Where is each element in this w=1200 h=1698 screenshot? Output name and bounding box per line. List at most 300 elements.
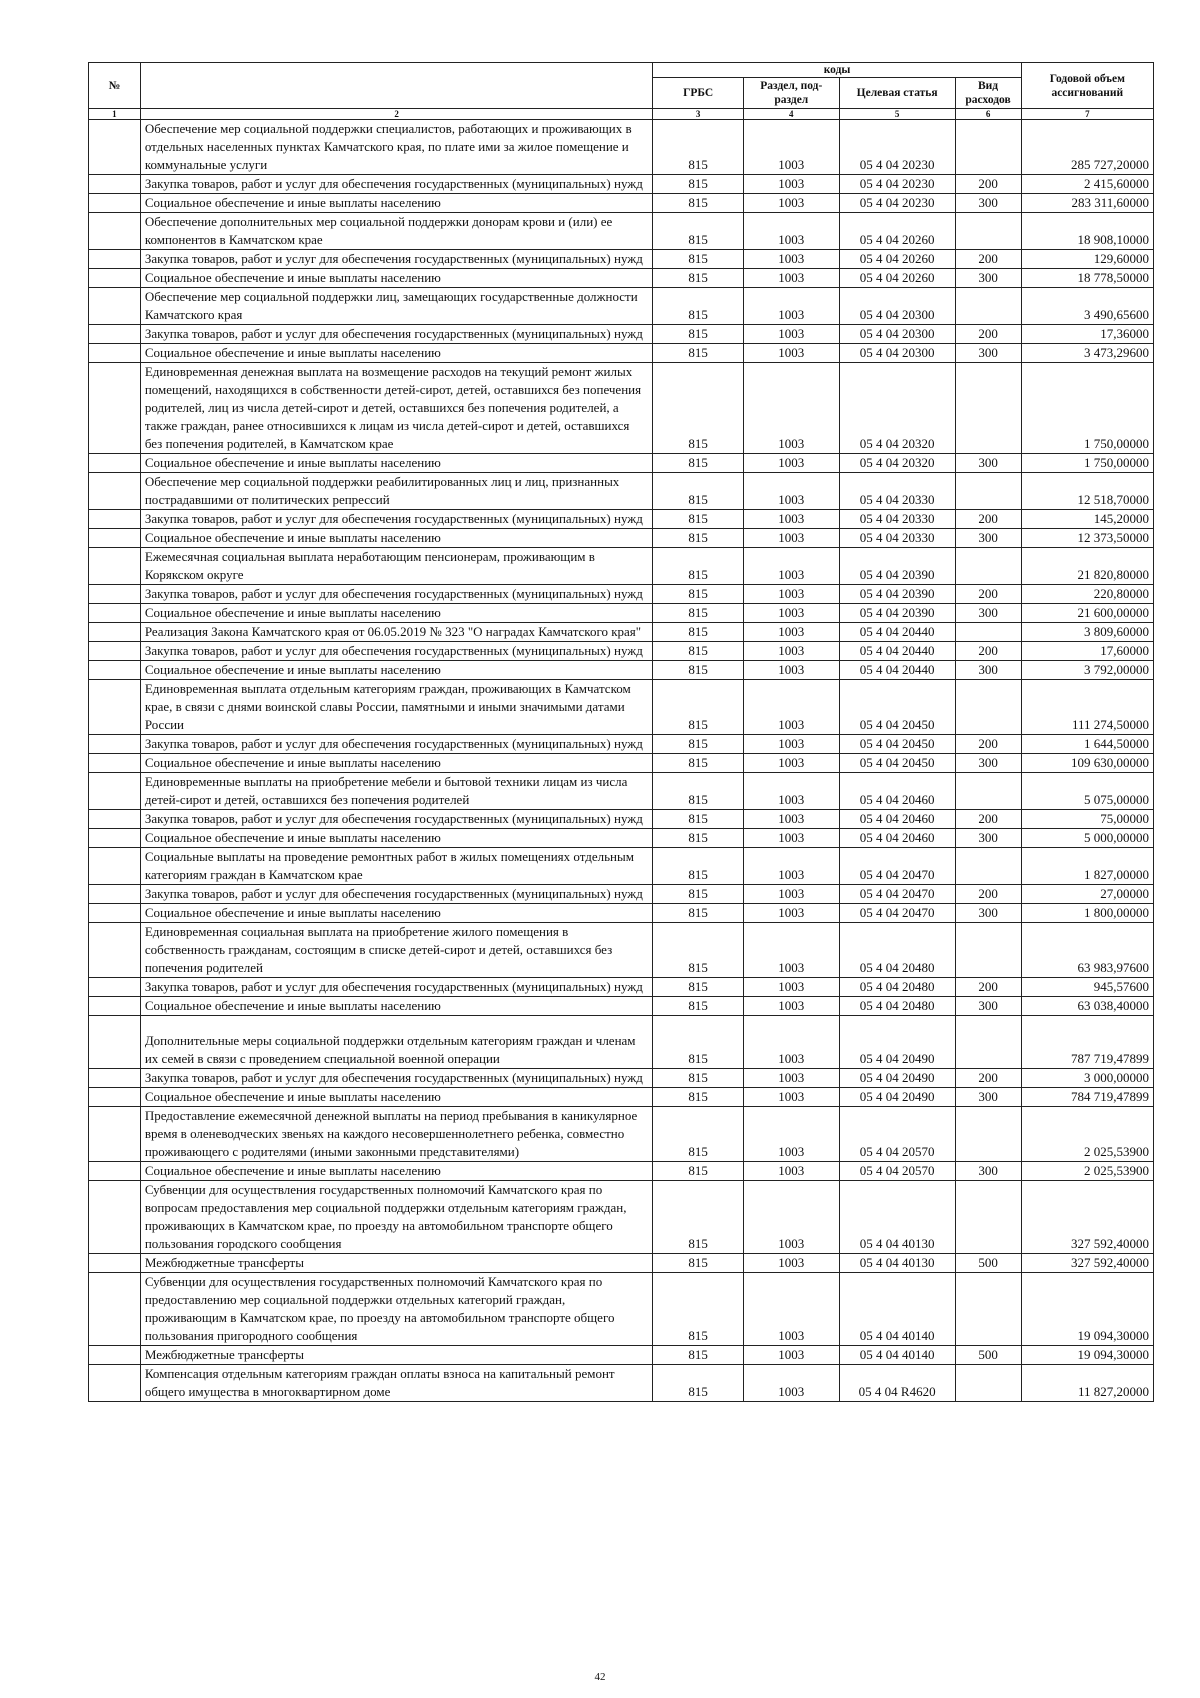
table-row: [89, 848, 1154, 885]
row-number-cell: [89, 473, 141, 510]
header-index: 7: [1021, 109, 1153, 120]
row-target-cell: 05 4 04 20320: [839, 454, 955, 473]
row-kind-cell: 300: [955, 604, 1021, 623]
row-kind-cell: 300: [955, 454, 1021, 473]
row-name-cell: Субвенции для осуществления государственных полномочий Камчатского края по вопросам предоставления мер социальной поддержки отдельным категориям граждан, проживающих в Камчатском крае, по проезду на автомобильном транспорте общего пользования городского сообщения: [140, 1181, 653, 1254]
row-grbs-cell: 815: [653, 680, 743, 735]
row-kind-cell: 300: [955, 904, 1021, 923]
row-kind-cell: [955, 1016, 1021, 1069]
row-grbs-cell: 815: [653, 120, 743, 175]
row-sum-cell: 327 592,40000: [1021, 1254, 1153, 1273]
row-grbs-cell: 815: [653, 904, 743, 923]
row-kind-cell: 300: [955, 344, 1021, 363]
header-index: 6: [955, 109, 1021, 120]
table-row: [89, 585, 1154, 604]
row-kind-cell: 300: [955, 829, 1021, 848]
row-kind-cell: 300: [955, 661, 1021, 680]
row-kind-cell: 500: [955, 1254, 1021, 1273]
row-sum-cell: 3 809,60000: [1021, 623, 1153, 642]
row-target-cell: 05 4 04 20480: [839, 923, 955, 978]
row-grbs-cell: 815: [653, 1016, 743, 1069]
table-row: [89, 325, 1154, 344]
row-section-cell: 1003: [743, 680, 839, 735]
row-section-cell: 1003: [743, 623, 839, 642]
row-kind-cell: 200: [955, 510, 1021, 529]
row-kind-cell: 200: [955, 642, 1021, 661]
row-number-cell: [89, 510, 141, 529]
table-row: [89, 623, 1154, 642]
table-row: [89, 344, 1154, 363]
row-section-cell: 1003: [743, 1088, 839, 1107]
row-section-cell: 1003: [743, 288, 839, 325]
row-kind-cell: 300: [955, 529, 1021, 548]
row-section-cell: 1003: [743, 904, 839, 923]
row-sum-cell: 18 908,10000: [1021, 213, 1153, 250]
header-index: 4: [743, 109, 839, 120]
row-name-cell: Социальное обеспечение и иные выплаты населению: [140, 904, 653, 923]
page-number: 42: [594, 1671, 606, 1683]
row-name-cell: Закупка товаров, работ и услуг для обеспечения государственных (муниципальных) нужд: [140, 810, 653, 829]
row-number-cell: [89, 585, 141, 604]
row-name-cell: Закупка товаров, работ и услуг для обеспечения государственных (муниципальных) нужд: [140, 175, 653, 194]
row-target-cell: 05 4 04 20300: [839, 344, 955, 363]
row-section-cell: 1003: [743, 642, 839, 661]
row-grbs-cell: 815: [653, 885, 743, 904]
row-kind-cell: 200: [955, 885, 1021, 904]
row-section-cell: 1003: [743, 250, 839, 269]
row-name-cell: Закупка товаров, работ и услуг для обеспечения государственных (муниципальных) нужд: [140, 642, 653, 661]
table-body: [89, 120, 1154, 1402]
row-grbs-cell: 815: [653, 1162, 743, 1181]
row-kind-cell: [955, 363, 1021, 454]
row-name-cell: Социальное обеспечение и иные выплаты населению: [140, 604, 653, 623]
table-row: [89, 923, 1154, 978]
table-row: [89, 120, 1154, 175]
row-target-cell: 05 4 04 20490: [839, 1069, 955, 1088]
row-grbs-cell: 815: [653, 269, 743, 288]
row-target-cell: 05 4 04 R4620: [839, 1365, 955, 1402]
row-grbs-cell: 815: [653, 473, 743, 510]
header-codes: коды: [653, 63, 1021, 78]
row-kind-cell: [955, 1273, 1021, 1346]
row-grbs-cell: 815: [653, 585, 743, 604]
row-number-cell: [89, 661, 141, 680]
row-name-cell: Социальное обеспечение и иные выплаты населению: [140, 269, 653, 288]
row-grbs-cell: 815: [653, 829, 743, 848]
table-row: [89, 1162, 1154, 1181]
row-target-cell: 05 4 04 20330: [839, 510, 955, 529]
row-number-cell: [89, 250, 141, 269]
row-number-cell: [89, 1069, 141, 1088]
row-name-cell: Социальное обеспечение и иные выплаты населению: [140, 829, 653, 848]
row-number-cell: [89, 1107, 141, 1162]
table-row: [89, 810, 1154, 829]
table-row: [89, 1254, 1154, 1273]
row-sum-cell: 1 750,00000: [1021, 363, 1153, 454]
budget-allocation-table: [88, 62, 1154, 1402]
row-target-cell: 05 4 04 20480: [839, 997, 955, 1016]
header-index: 1: [89, 109, 141, 120]
table-row: [89, 1107, 1154, 1162]
row-name-cell: Социальное обеспечение и иные выплаты населению: [140, 754, 653, 773]
row-name-cell: Субвенции для осуществления государственных полномочий Камчатского края по предоставлению мер социальной поддержки отдельных категорий граждан, проживающим в Камчатском крае, по проезду на автомобильном транспорте общего пользования пригородного сообщения: [140, 1273, 653, 1346]
row-number-cell: [89, 1254, 141, 1273]
row-target-cell: 05 4 04 20440: [839, 642, 955, 661]
row-sum-cell: 145,20000: [1021, 510, 1153, 529]
row-target-cell: 05 4 04 20490: [839, 1088, 955, 1107]
row-sum-cell: 2 415,60000: [1021, 175, 1153, 194]
row-number-cell: [89, 1273, 141, 1346]
row-number-cell: [89, 1162, 141, 1181]
row-target-cell: 05 4 04 20320: [839, 363, 955, 454]
header-kind: Вид расходов: [955, 78, 1021, 109]
row-grbs-cell: 815: [653, 923, 743, 978]
row-sum-cell: 283 311,60000: [1021, 194, 1153, 213]
row-section-cell: 1003: [743, 325, 839, 344]
row-kind-cell: 200: [955, 1069, 1021, 1088]
row-target-cell: 05 4 04 20450: [839, 754, 955, 773]
row-sum-cell: 129,60000: [1021, 250, 1153, 269]
row-section-cell: 1003: [743, 213, 839, 250]
row-sum-cell: 5 000,00000: [1021, 829, 1153, 848]
row-number-cell: [89, 120, 141, 175]
table-row: [89, 473, 1154, 510]
row-kind-cell: 300: [955, 1162, 1021, 1181]
row-section-cell: 1003: [743, 735, 839, 754]
row-sum-cell: 3 490,65600: [1021, 288, 1153, 325]
table-row: [89, 1088, 1154, 1107]
row-grbs-cell: 815: [653, 213, 743, 250]
row-kind-cell: [955, 923, 1021, 978]
row-name-cell: Социальное обеспечение и иные выплаты населению: [140, 997, 653, 1016]
row-section-cell: 1003: [743, 363, 839, 454]
table-row: [89, 978, 1154, 997]
row-target-cell: 05 4 04 20570: [839, 1162, 955, 1181]
row-grbs-cell: 815: [653, 1181, 743, 1254]
row-section-cell: 1003: [743, 1181, 839, 1254]
table-row: [89, 773, 1154, 810]
row-sum-cell: 5 075,00000: [1021, 773, 1153, 810]
row-target-cell: 05 4 04 20330: [839, 529, 955, 548]
row-name-cell: Закупка товаров, работ и услуг для обеспечения государственных (муниципальных) нужд: [140, 735, 653, 754]
row-sum-cell: 75,00000: [1021, 810, 1153, 829]
table-row: [89, 680, 1154, 735]
row-sum-cell: 787 719,47899: [1021, 1016, 1153, 1069]
header-grbs: ГРБС: [653, 78, 743, 109]
row-section-cell: 1003: [743, 175, 839, 194]
row-grbs-cell: 815: [653, 978, 743, 997]
row-kind-cell: [955, 680, 1021, 735]
table-row: [89, 1365, 1154, 1402]
row-section-cell: 1003: [743, 1107, 839, 1162]
row-number-cell: [89, 175, 141, 194]
row-target-cell: 05 4 04 20230: [839, 175, 955, 194]
row-grbs-cell: 815: [653, 810, 743, 829]
header-volume: Годовой объем ассигнований: [1021, 63, 1153, 109]
row-grbs-cell: 815: [653, 1346, 743, 1365]
row-sum-cell: 2 025,53900: [1021, 1107, 1153, 1162]
row-grbs-cell: 815: [653, 454, 743, 473]
row-target-cell: 05 4 04 20570: [839, 1107, 955, 1162]
row-kind-cell: [955, 623, 1021, 642]
table-row: [89, 642, 1154, 661]
row-number-cell: [89, 344, 141, 363]
row-kind-cell: [955, 548, 1021, 585]
row-grbs-cell: 815: [653, 250, 743, 269]
row-name-cell: Единовременная выплата отдельным категориям граждан, проживающих в Камчатском крае, в связи с днями воинской славы России, памятными и иными значимыми датами России: [140, 680, 653, 735]
row-kind-cell: 300: [955, 194, 1021, 213]
row-sum-cell: 1 827,00000: [1021, 848, 1153, 885]
row-number-cell: [89, 288, 141, 325]
row-sum-cell: 109 630,00000: [1021, 754, 1153, 773]
row-name-cell: Дополнительные меры социальной поддержки отдельным категориям граждан и членам их семей в связи с проведением специальной военной операции: [140, 1016, 653, 1069]
row-number-cell: [89, 548, 141, 585]
row-number-cell: [89, 773, 141, 810]
row-kind-cell: 500: [955, 1346, 1021, 1365]
row-section-cell: 1003: [743, 885, 839, 904]
row-grbs-cell: 815: [653, 623, 743, 642]
row-target-cell: 05 4 04 20230: [839, 120, 955, 175]
row-kind-cell: [955, 213, 1021, 250]
row-name-cell: Закупка товаров, работ и услуг для обеспечения государственных (муниципальных) нужд: [140, 325, 653, 344]
row-grbs-cell: 815: [653, 848, 743, 885]
row-grbs-cell: 815: [653, 344, 743, 363]
row-sum-cell: 327 592,40000: [1021, 1181, 1153, 1254]
row-number-cell: [89, 1016, 141, 1069]
row-number-cell: [89, 269, 141, 288]
row-sum-cell: 1 644,50000: [1021, 735, 1153, 754]
row-sum-cell: 3 792,00000: [1021, 661, 1153, 680]
row-grbs-cell: 815: [653, 529, 743, 548]
table-row: [89, 661, 1154, 680]
table-row: [89, 288, 1154, 325]
row-grbs-cell: 815: [653, 735, 743, 754]
row-kind-cell: [955, 1181, 1021, 1254]
row-target-cell: 05 4 04 20230: [839, 194, 955, 213]
row-grbs-cell: 815: [653, 997, 743, 1016]
table-row: [89, 885, 1154, 904]
row-number-cell: [89, 213, 141, 250]
header-index: 3: [653, 109, 743, 120]
row-sum-cell: 21 600,00000: [1021, 604, 1153, 623]
row-section-cell: 1003: [743, 1273, 839, 1346]
row-kind-cell: 300: [955, 754, 1021, 773]
row-name-cell: Компенсация отдельным категориям граждан оплаты взноса на капитальный ремонт общего имущества в многоквартирном доме: [140, 1365, 653, 1402]
row-target-cell: 05 4 04 20330: [839, 473, 955, 510]
row-section-cell: 1003: [743, 1346, 839, 1365]
table-row: [89, 269, 1154, 288]
row-sum-cell: 63 983,97600: [1021, 923, 1153, 978]
row-number-cell: [89, 1346, 141, 1365]
row-number-cell: [89, 848, 141, 885]
row-section-cell: 1003: [743, 510, 839, 529]
row-target-cell: 05 4 04 20470: [839, 904, 955, 923]
table-row: [89, 904, 1154, 923]
row-section-cell: 1003: [743, 269, 839, 288]
row-name-cell: Обеспечение мер социальной поддержки лиц, замещающих государственные должности Камчатского края: [140, 288, 653, 325]
row-number-cell: [89, 904, 141, 923]
row-section-cell: 1003: [743, 585, 839, 604]
row-kind-cell: [955, 773, 1021, 810]
row-section-cell: 1003: [743, 473, 839, 510]
row-target-cell: 05 4 04 20300: [839, 288, 955, 325]
table-row: [89, 194, 1154, 213]
row-target-cell: 05 4 04 20440: [839, 661, 955, 680]
row-grbs-cell: 815: [653, 1254, 743, 1273]
row-target-cell: 05 4 04 40130: [839, 1181, 955, 1254]
table-row: [89, 363, 1154, 454]
row-target-cell: 05 4 04 20470: [839, 848, 955, 885]
row-number-cell: [89, 642, 141, 661]
row-sum-cell: 220,80000: [1021, 585, 1153, 604]
row-sum-cell: 1 750,00000: [1021, 454, 1153, 473]
row-number-cell: [89, 363, 141, 454]
row-grbs-cell: 815: [653, 325, 743, 344]
row-number-cell: [89, 325, 141, 344]
row-sum-cell: 3 000,00000: [1021, 1069, 1153, 1088]
row-target-cell: 05 4 04 20460: [839, 773, 955, 810]
row-sum-cell: 19 094,30000: [1021, 1346, 1153, 1365]
row-number-cell: [89, 1181, 141, 1254]
row-section-cell: 1003: [743, 1254, 839, 1273]
row-kind-cell: 200: [955, 250, 1021, 269]
table-row: [89, 510, 1154, 529]
row-target-cell: 05 4 04 20470: [839, 885, 955, 904]
table-row: [89, 1069, 1154, 1088]
row-sum-cell: 12 373,50000: [1021, 529, 1153, 548]
header-name: [140, 63, 653, 109]
row-target-cell: 05 4 04 20390: [839, 585, 955, 604]
row-grbs-cell: 815: [653, 510, 743, 529]
row-section-cell: 1003: [743, 978, 839, 997]
row-number-cell: [89, 623, 141, 642]
table-row: [89, 250, 1154, 269]
header-index: 2: [140, 109, 653, 120]
row-target-cell: 05 4 04 20450: [839, 680, 955, 735]
row-number-cell: [89, 1088, 141, 1107]
row-number-cell: [89, 454, 141, 473]
row-name-cell: Единовременные выплаты на приобретение мебели и бытовой техники лицам из числа детей-сирот и детей, оставшихся без попечения родителей: [140, 773, 653, 810]
row-number-cell: [89, 529, 141, 548]
row-kind-cell: 200: [955, 810, 1021, 829]
row-section-cell: 1003: [743, 194, 839, 213]
table-row: [89, 529, 1154, 548]
row-target-cell: 05 4 04 20260: [839, 269, 955, 288]
row-kind-cell: [955, 288, 1021, 325]
row-kind-cell: 300: [955, 1088, 1021, 1107]
row-grbs-cell: 815: [653, 1107, 743, 1162]
row-section-cell: 1003: [743, 120, 839, 175]
header-number: №: [89, 63, 141, 109]
row-name-cell: Обеспечение дополнительных мер социальной поддержки донорам крови и (или) ее компонентов в Камчатском крае: [140, 213, 653, 250]
row-section-cell: 1003: [743, 754, 839, 773]
table-row: [89, 1016, 1154, 1069]
row-sum-cell: 63 038,40000: [1021, 997, 1153, 1016]
row-sum-cell: 17,36000: [1021, 325, 1153, 344]
row-sum-cell: 12 518,70000: [1021, 473, 1153, 510]
row-grbs-cell: 815: [653, 661, 743, 680]
row-section-cell: 1003: [743, 848, 839, 885]
row-grbs-cell: 815: [653, 1069, 743, 1088]
row-target-cell: 05 4 04 20260: [839, 250, 955, 269]
row-sum-cell: 17,60000: [1021, 642, 1153, 661]
table-row: [89, 1273, 1154, 1346]
row-grbs-cell: 815: [653, 175, 743, 194]
row-name-cell: Социальные выплаты на проведение ремонтных работ в жилых помещениях отдельным категориям граждан в Камчатском крае: [140, 848, 653, 885]
row-kind-cell: 200: [955, 735, 1021, 754]
row-number-cell: [89, 810, 141, 829]
row-number-cell: [89, 680, 141, 735]
row-kind-cell: 300: [955, 997, 1021, 1016]
row-target-cell: 05 4 04 40140: [839, 1273, 955, 1346]
row-name-cell: Социальное обеспечение и иные выплаты населению: [140, 529, 653, 548]
row-sum-cell: 18 778,50000: [1021, 269, 1153, 288]
row-name-cell: Закупка товаров, работ и услуг для обеспечения государственных (муниципальных) нужд: [140, 585, 653, 604]
row-grbs-cell: 815: [653, 604, 743, 623]
row-number-cell: [89, 194, 141, 213]
row-name-cell: Обеспечение мер социальной поддержки реабилитированных лиц и лиц, признанных пострадавшими от политических репрессий: [140, 473, 653, 510]
row-section-cell: 1003: [743, 1162, 839, 1181]
row-grbs-cell: 815: [653, 1365, 743, 1402]
row-name-cell: Социальное обеспечение и иные выплаты населению: [140, 454, 653, 473]
table-row: [89, 735, 1154, 754]
row-sum-cell: 784 719,47899: [1021, 1088, 1153, 1107]
row-name-cell: Социальное обеспечение и иные выплаты населению: [140, 661, 653, 680]
row-kind-cell: [955, 848, 1021, 885]
row-number-cell: [89, 604, 141, 623]
header-index-row: [89, 109, 1154, 120]
row-target-cell: 05 4 04 20390: [839, 548, 955, 585]
row-name-cell: Единовременная социальная выплата на приобретение жилого помещения в собственность гражданам, состоящим в списке детей-сирот и детей, оставшихся без попечения родителей: [140, 923, 653, 978]
table-row: [89, 213, 1154, 250]
row-kind-cell: [955, 120, 1021, 175]
row-grbs-cell: 815: [653, 288, 743, 325]
row-kind-cell: [955, 1365, 1021, 1402]
table-row: [89, 997, 1154, 1016]
row-grbs-cell: 815: [653, 773, 743, 810]
row-sum-cell: 21 820,80000: [1021, 548, 1153, 585]
row-grbs-cell: 815: [653, 1273, 743, 1346]
table-row: [89, 754, 1154, 773]
row-number-cell: [89, 885, 141, 904]
row-kind-cell: [955, 473, 1021, 510]
row-grbs-cell: 815: [653, 754, 743, 773]
row-target-cell: 05 4 04 20390: [839, 604, 955, 623]
row-sum-cell: 2 025,53900: [1021, 1162, 1153, 1181]
row-name-cell: Закупка товаров, работ и услуг для обеспечения государственных (муниципальных) нужд: [140, 978, 653, 997]
row-kind-cell: [955, 1107, 1021, 1162]
row-target-cell: 05 4 04 20450: [839, 735, 955, 754]
row-section-cell: 1003: [743, 773, 839, 810]
table-row: [89, 1181, 1154, 1254]
row-section-cell: 1003: [743, 529, 839, 548]
row-target-cell: 05 4 04 20300: [839, 325, 955, 344]
row-name-cell: Социальное обеспечение и иные выплаты населению: [140, 344, 653, 363]
row-sum-cell: 11 827,20000: [1021, 1365, 1153, 1402]
row-kind-cell: 200: [955, 585, 1021, 604]
row-target-cell: 05 4 04 20460: [839, 810, 955, 829]
row-name-cell: Реализация Закона Камчатского края от 06.05.2019 № 323 "О наградах Камчатского края": [140, 623, 653, 642]
row-name-cell: Закупка товаров, работ и услуг для обеспечения государственных (муниципальных) нужд: [140, 1069, 653, 1088]
row-target-cell: 05 4 04 20440: [839, 623, 955, 642]
row-name-cell: Закупка товаров, работ и услуг для обеспечения государственных (муниципальных) нужд: [140, 510, 653, 529]
row-sum-cell: 945,57600: [1021, 978, 1153, 997]
row-section-cell: 1003: [743, 997, 839, 1016]
row-sum-cell: 27,00000: [1021, 885, 1153, 904]
row-target-cell: 05 4 04 20490: [839, 1016, 955, 1069]
row-kind-cell: 200: [955, 175, 1021, 194]
row-kind-cell: 200: [955, 325, 1021, 344]
